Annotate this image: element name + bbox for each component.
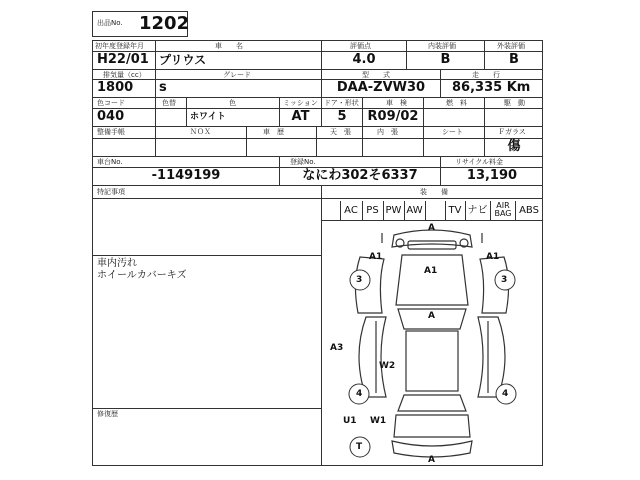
lot-number-box — [92, 11, 188, 37]
name-value: プリウス — [159, 53, 207, 67]
damage-left-side: A3 — [330, 343, 344, 353]
color-value: ホワイト — [190, 112, 226, 122]
remarks-title: 特記事項 — [97, 188, 125, 196]
color-code-value: 040 — [97, 109, 125, 124]
mileage-value: 86,335 Km — [452, 80, 531, 95]
equip-aw: AW — [406, 205, 423, 216]
damage-rear-wheel-left: U1 — [343, 416, 357, 426]
damage-hood: A1 — [424, 266, 438, 276]
spare-tyre: T — [356, 442, 363, 452]
nox-header: ＮＯＸ — [190, 128, 211, 136]
damage-front: A — [428, 223, 435, 233]
model-header: 型 式 — [362, 71, 390, 79]
glass-header: Ｆガラス — [498, 128, 526, 136]
rear-glass-outline — [398, 395, 466, 411]
mission-value: AT — [291, 109, 310, 124]
score-header: 評価点 — [350, 42, 371, 50]
manual-header: 整備手帳 — [97, 128, 125, 136]
inspection-value: R09/02 — [367, 109, 419, 124]
displacement-header: 排気量（cc） — [103, 71, 146, 79]
tyre-front-right: 3 — [501, 275, 508, 285]
inspection-header: 車 検 — [386, 99, 407, 107]
lot-number-label: 出品No. — [97, 19, 123, 27]
repair-title: 修復歴 — [97, 410, 118, 418]
color-type-header: 色替 — [162, 99, 176, 107]
car-damage-diagram — [322, 221, 542, 465]
equip-navi: ナビ — [467, 205, 488, 216]
damage-roof: A — [428, 311, 435, 321]
roof-outline — [406, 331, 458, 391]
interior-header: 内装評価 — [428, 42, 456, 50]
damage-rear-glass: W1 — [370, 416, 387, 426]
glass-value: 傷 — [507, 139, 521, 154]
year-header: 初年度登録年月 — [95, 42, 144, 50]
chassis-value: -1149199 — [151, 168, 221, 183]
equip-abs: ABS — [519, 205, 539, 216]
equip-pw: PW — [385, 205, 402, 216]
chassis-header: 車台No. — [97, 158, 123, 166]
hood-outline — [396, 255, 468, 305]
drive-header: 駆 動 — [504, 99, 525, 107]
tyre-rear-right: 4 — [502, 389, 509, 399]
color-code-header: 色コード — [97, 99, 125, 107]
registration-header: 登録No. — [290, 158, 316, 166]
recycle-value: 13,190 — [466, 168, 518, 183]
fuel-header: 燃 料 — [446, 99, 467, 107]
equip-ps: PS — [366, 205, 379, 216]
displacement-value: 1800 — [97, 80, 134, 95]
lot-number: 1202 — [139, 13, 190, 34]
history-header: 車 歴 — [263, 128, 284, 136]
grade-header: グレード — [223, 71, 251, 79]
registration-value: なにわ302そ6337 — [302, 168, 418, 183]
remark-line-1: 車内汚れ — [97, 258, 137, 269]
doors-value: 5 — [337, 109, 347, 124]
equip-airbag: AIR BAG — [494, 201, 512, 218]
damage-windshield: W2 — [379, 361, 396, 371]
damage-front-right-fender: A1 — [486, 252, 500, 262]
remark-line-2: ホイールカバーキズ — [97, 270, 187, 281]
recycle-header: リサイクル料金 — [455, 158, 504, 166]
damage-front-left-fender: A1 — [369, 252, 383, 262]
equip-ac: AC — [344, 205, 358, 216]
doors-header: ドア・形状 — [324, 99, 359, 107]
score-value: 4.0 — [352, 52, 376, 67]
exterior-value: B — [509, 52, 519, 67]
color-header: 色 — [229, 99, 236, 107]
mileage-header: 走 行 — [472, 71, 500, 79]
grade-value: s — [159, 80, 167, 95]
interior-trim-header: 内 張 — [377, 128, 398, 136]
equipment-title: 装 備 — [420, 188, 448, 196]
name-header: 車 名 — [215, 42, 243, 50]
tyre-rear-left: 4 — [356, 389, 363, 399]
year-value: H22/01 — [97, 52, 149, 67]
seat-header: シート — [442, 128, 463, 136]
equip-tv: TV — [448, 205, 462, 216]
damage-rear-bumper: A — [428, 455, 435, 465]
trunk-outline — [394, 415, 470, 437]
interior-value: B — [440, 52, 451, 67]
mission-header: ミッション — [283, 99, 318, 107]
sunroof-header: 天 張 — [330, 128, 351, 136]
model-value: DAA-ZVW30 — [336, 80, 426, 95]
exterior-header: 外装評価 — [497, 42, 525, 50]
tyre-front-left: 3 — [356, 275, 363, 285]
